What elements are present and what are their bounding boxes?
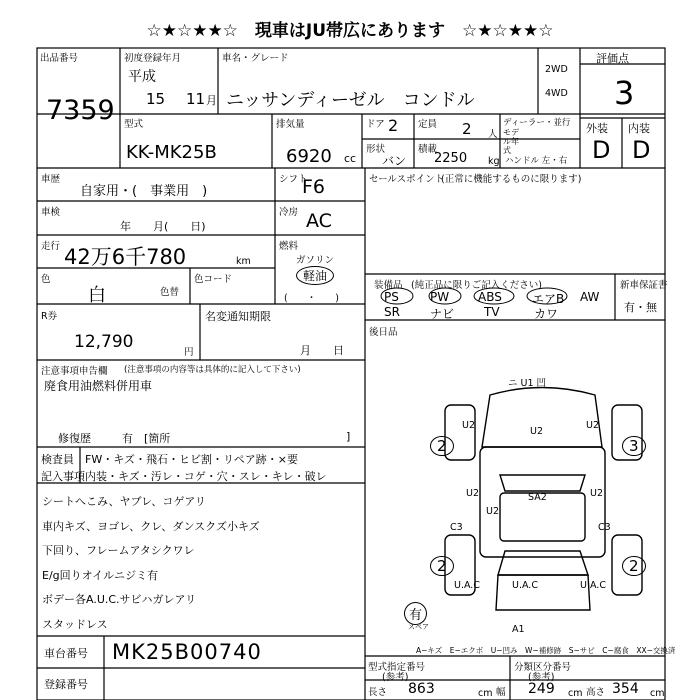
- equip-leather: カワ: [534, 307, 559, 321]
- ext-label: 外装: [586, 122, 608, 135]
- color-change-label: 色替: [160, 287, 180, 298]
- disp-unit: cc: [344, 152, 357, 165]
- memo-line: E/g回りオイルニジミ有: [42, 568, 159, 582]
- diagram-mark: U2: [586, 420, 599, 431]
- memo-list: [42, 490, 260, 637]
- repair-value: 有 [箇所: [122, 432, 171, 445]
- tyre-rear-left: 2: [430, 556, 454, 576]
- load-label: 積載: [418, 144, 438, 155]
- legend: A−キズ E−エクボ U−凹み W−補修跡 S−サビ C−腐食 XX−交換済: [416, 646, 676, 655]
- diagram-mark: U2: [590, 488, 603, 499]
- mileage: 42万6千780: [64, 245, 187, 269]
- diagram-bottom: A1: [512, 624, 525, 635]
- equip-ps: PS: [384, 290, 399, 304]
- equip-abs: ABS: [478, 290, 502, 304]
- color-code-label: 色コード: [194, 274, 233, 285]
- equip-airbag: エアB: [532, 292, 565, 306]
- warranty-label: 新車保証書: [620, 280, 668, 291]
- model-label: 型式: [124, 119, 144, 130]
- diagram-sa2: SA2: [528, 492, 547, 503]
- length-unit: cm: [478, 688, 493, 699]
- repair-label: 修復歴: [58, 432, 91, 445]
- equip-aw: AW: [580, 290, 600, 304]
- color: 白: [88, 285, 106, 306]
- use-label: 車歴: [41, 174, 61, 185]
- model-year-label: モデル年式: [503, 128, 519, 155]
- doors-label: ドア: [366, 119, 385, 130]
- ac-label: 冷房: [279, 207, 299, 218]
- diagram-uac-right: U.A.C: [580, 580, 606, 591]
- inspect-label: 車検: [41, 207, 61, 218]
- memo-line: 下回り、フレームアタシクワレ: [42, 544, 195, 557]
- cap-label: 定員: [418, 119, 438, 130]
- diagram-c3-left: C3: [450, 522, 463, 533]
- handle-label: ハンドル 左・右: [505, 156, 568, 166]
- width-unit: cm: [568, 688, 583, 699]
- shift: F6: [302, 176, 326, 198]
- tyre-front-right: 3: [622, 436, 646, 456]
- writer-label: 記入事項: [41, 470, 85, 483]
- width: 249: [528, 681, 555, 697]
- name-change-value: 月 日: [300, 344, 344, 357]
- notes-hint: (注意事項の内容等は具体的に記入して下さい): [124, 365, 301, 375]
- repair-close: ]: [346, 430, 351, 443]
- drive-4wd: 4WD: [545, 88, 568, 99]
- equip-label: 装備品: [374, 280, 403, 291]
- reg-no-label: 登録番号: [44, 678, 88, 691]
- fuel-gas: ガソリン: [296, 255, 335, 266]
- memo-line: ボデー各A.U.C.サビハガレアリ: [42, 593, 197, 606]
- equip-navi: ナビ: [430, 307, 455, 321]
- score-label: 評価点: [596, 52, 629, 65]
- fuel-paren: ( ・ ): [284, 293, 339, 304]
- diagram-uac-left: U.A.C: [454, 580, 480, 591]
- dealer-label: ディーラー・並行: [503, 118, 571, 128]
- memo-line: スタッドレス: [42, 617, 108, 631]
- displacement: 6920: [286, 146, 332, 167]
- yen-unit: 円: [184, 347, 194, 358]
- tyre-front-left: 2: [430, 436, 454, 456]
- shape-label: 形状: [366, 144, 386, 155]
- lot-number: 7359: [46, 95, 115, 126]
- std-ref: (参考): [382, 672, 409, 683]
- equip-pw: PW: [430, 290, 450, 304]
- equip-hint: (純正品に限りご記入ください): [411, 280, 542, 291]
- sales-hint: (正常に機能するものに限ります): [441, 174, 582, 185]
- name-change-label: 名変通知期限: [205, 310, 271, 323]
- notes-text: 廃食用油燃料併用車: [44, 379, 153, 393]
- load-unit: kg: [488, 156, 500, 167]
- use-value: 自家用・( 事業用 ): [80, 184, 208, 199]
- mileage-label: 走行: [41, 241, 61, 252]
- score: 3: [614, 74, 635, 112]
- height-unit: cm: [650, 688, 665, 699]
- fuel-label: 燃料: [279, 241, 299, 252]
- month-unit: 月: [206, 94, 217, 107]
- km-unit: km: [236, 256, 251, 267]
- color-label: 色: [41, 274, 51, 285]
- recycle-label: R券: [41, 311, 58, 322]
- reg-year: 15: [146, 90, 166, 108]
- model: KK-MK25B: [126, 142, 217, 163]
- diagram-c3-right: C3: [598, 522, 611, 533]
- recycle: 12,790: [74, 332, 134, 352]
- warranty-value: 有・無: [624, 301, 657, 314]
- chassis-label: 車台番号: [44, 647, 88, 660]
- memo-line: 車内キズ、ヨゴレ、クレ、ダンスクズ小キズ: [42, 519, 260, 533]
- disp-label: 排気量: [276, 119, 305, 130]
- name-label: 車名・グレード: [222, 53, 289, 64]
- ac: AC: [306, 210, 332, 232]
- diagram-mark: U2: [466, 488, 479, 499]
- height-label: 高さ: [586, 687, 606, 698]
- shift-label: シフト: [279, 174, 308, 185]
- equip-sr: SR: [384, 305, 400, 319]
- tyre-rear-right: 2: [622, 556, 646, 576]
- equip-circles: [365, 286, 615, 306]
- capacity: 2: [462, 120, 472, 138]
- diagram-mark: U2: [530, 426, 543, 437]
- memo-line: シートへこみ、ヤブレ、コゲアリ: [42, 495, 206, 508]
- reg-month: 11: [186, 90, 206, 108]
- cat-label: 分類区分番号: [514, 662, 572, 673]
- int-label: 内装: [628, 122, 650, 135]
- ext-grade: D: [592, 136, 611, 164]
- reg-label: 初度登録年月: [124, 53, 182, 64]
- diagram-mark: U2: [486, 506, 499, 517]
- width-label: 幅: [496, 687, 506, 698]
- doors: 2: [388, 116, 399, 135]
- inspector-label: 検査員: [41, 453, 74, 466]
- banner: ☆★☆★★☆ 現車はJU帯広にあります ☆★☆★★☆: [146, 21, 554, 41]
- car-name: ニッサンディーゼル コンドル: [226, 90, 475, 111]
- std-label: 型式指定番号: [368, 662, 426, 673]
- chassis: MK25B00740: [112, 640, 262, 664]
- drive-2wd: 2WD: [545, 64, 568, 75]
- ext-line: FW・キズ・飛石・ヒビ割・リペア跡・×要: [85, 453, 298, 466]
- notes-label: 注意事項申告欄: [41, 366, 108, 377]
- cat-ref: (参考): [528, 672, 555, 683]
- inspect-value: 年 月( 日): [120, 220, 206, 233]
- rear-seat-label: 後日品: [369, 327, 398, 338]
- height: 354: [612, 681, 639, 697]
- diagram-uac-mid: U.A.C: [512, 580, 538, 591]
- length: 863: [408, 681, 435, 697]
- car-diagram: [420, 375, 665, 635]
- sales-label: セールスポイント: [369, 174, 445, 185]
- equip-tv: TV: [484, 305, 500, 319]
- spare-label: スペア: [408, 623, 429, 631]
- era: 平成: [128, 69, 156, 85]
- diagram-mark: U2: [462, 420, 475, 431]
- int-grade: D: [632, 136, 651, 164]
- shape: バン: [382, 154, 407, 168]
- spare-tyre: 有: [404, 602, 427, 625]
- cap-unit: 人: [488, 129, 498, 140]
- lot-label: 出品番号: [40, 53, 79, 64]
- int-line: 内装・キズ・汚レ・コゲ・穴・スレ・キレ・破レ: [85, 470, 327, 483]
- length-label: 長さ: [368, 687, 388, 698]
- load: 2250: [434, 151, 468, 166]
- diagram-top: ニ U1 凹: [508, 378, 547, 389]
- fuel-diesel: 軽油: [296, 266, 334, 285]
